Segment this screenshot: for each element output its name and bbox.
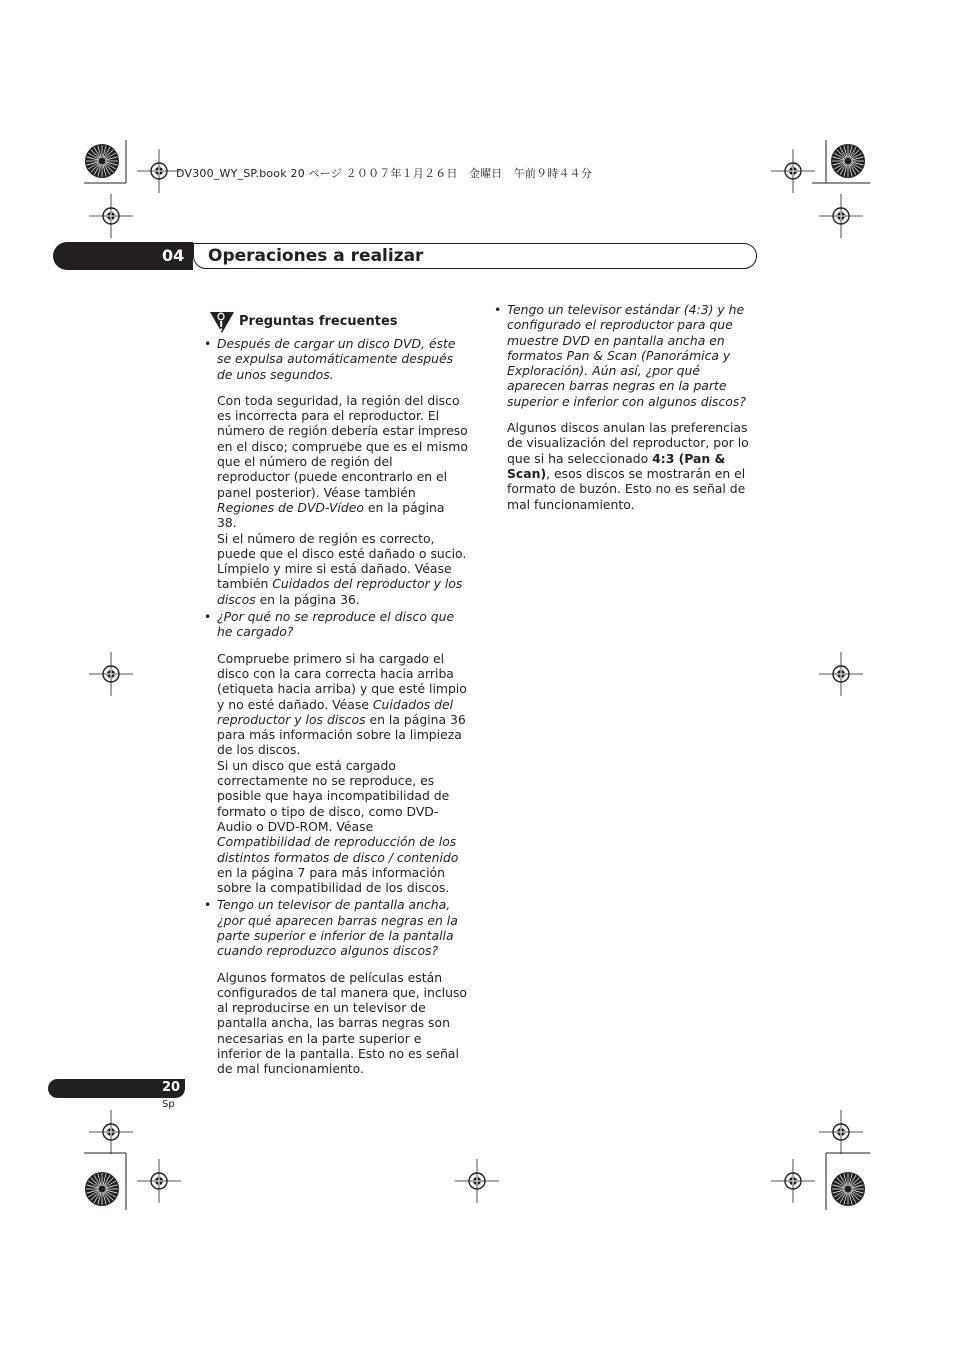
answer-text: , esos discos se mostrarán en el formato de buzón. Esto no es señal de mal funcionamiento.: [507, 465, 746, 512]
question-text: Después de cargar un disco DVD, éste se expulsa automáticamente después de unos segundos.: [217, 336, 456, 382]
faq-question: [204, 897, 468, 958]
faq-question: [204, 609, 468, 640]
cross-reference: Regiones de DVD-Vídeo: [217, 499, 364, 515]
question-text: ¿Por qué no se reproduce el disco que he cargado?: [217, 609, 455, 640]
answer-text: Si el número de región es correcto, puede que el disco esté dañado o sucio. Límpielo y mire si está dañado. Véase también: [217, 530, 467, 592]
faq-title: Preguntas frecuentes: [239, 314, 398, 329]
faq-heading: [204, 310, 468, 334]
answer-text: Compruebe primero si ha cargado el disco con la cara correcta hacia arriba (etiqueta hacia arriba) y que esté limpio y no esté dañado. Véase: [217, 650, 467, 712]
question-text: Tengo un televisor estándar (4:3) y he configurado el reproductor para que muestre DVD en pantalla ancha en formatos Pan & Scan (Panorámica y Exploración). Aún así, ¿por qué aparecen barras negras en la parte superior e inferior con algunos discos?: [507, 302, 746, 409]
answer-text: en la página 36 para más información sobre la limpieza de los discos.: [217, 711, 466, 758]
bullet: •: [204, 897, 212, 913]
page-number: 20: [162, 1080, 181, 1095]
bullet: •: [204, 609, 212, 625]
faq-column-left: [204, 310, 468, 1077]
answer-text: en la página 7 para más información sobre la compatibilidad de los discos.: [217, 864, 450, 896]
cross-reference: Cuidados del reproductor y los discos: [217, 696, 454, 727]
faq-column-right: [494, 302, 759, 512]
faq-question: [494, 302, 759, 409]
exclamation-icon: [209, 310, 235, 334]
answer-text: en la página 36.: [255, 591, 360, 607]
answer-text: Algunos discos anulan las preferencias de visualización del reproductor, por lo que si ha seleccionado: [507, 420, 749, 466]
answer-paragraph: [204, 758, 468, 896]
question-text: Tengo un televisor de pantalla ancha, ¿por qué aparecen barras negras en la parte superior e inferior de la pantalla cuando reproduzco algunos discos?: [217, 897, 458, 959]
setting-name: 4:3 (Pan & Scan): [507, 450, 726, 481]
answer-text: Si un disco que está cargado correctamente no se reproduce, es posible que haya incompatibilidad de formato o tipo de disco, como DVD-Audio o DVD-ROM. Véase: [217, 757, 450, 834]
bullet: •: [494, 302, 502, 317]
answer-paragraph: [494, 420, 759, 512]
cross-reference: Compatibilidad de reproducción de los distintos formatos de disco / contenido: [217, 834, 459, 865]
answer-paragraph: [204, 393, 468, 531]
bullet: •: [204, 336, 212, 351]
answer-text: en la página 38.: [217, 499, 445, 531]
answer-paragraph: [204, 651, 468, 758]
answer-text: Con toda seguridad, la región del disco es incorrecta para el reproductor. El número de región debería estar impreso en el disco; compruebe que es el mismo que el número de región del reproductor (puede encontrarlo en el panel posterior). Véase también: [217, 392, 468, 500]
answer-paragraph: [204, 531, 468, 607]
faq-question: [204, 336, 468, 382]
print-header-line: DV300_WY_SP.book 20 ページ ２００７年１月２６日 金曜日 午前９時４４分: [176, 167, 593, 180]
cross-reference: Cuidados del reproductor y los discos: [217, 576, 463, 607]
chapter-title: Operaciones a realizar: [208, 246, 424, 266]
answer-paragraph: Algunos formatos de películas están configurados de tal manera que, incluso al reproducirse en un televisor de pantalla ancha, las barras negras son necesarias en la parte superior e inferior de la pantalla. Esto no es señal de mal funcionamiento.: [217, 969, 467, 1077]
chapter-number: 04: [162, 246, 185, 265]
page-language: Sp: [162, 1099, 175, 1110]
